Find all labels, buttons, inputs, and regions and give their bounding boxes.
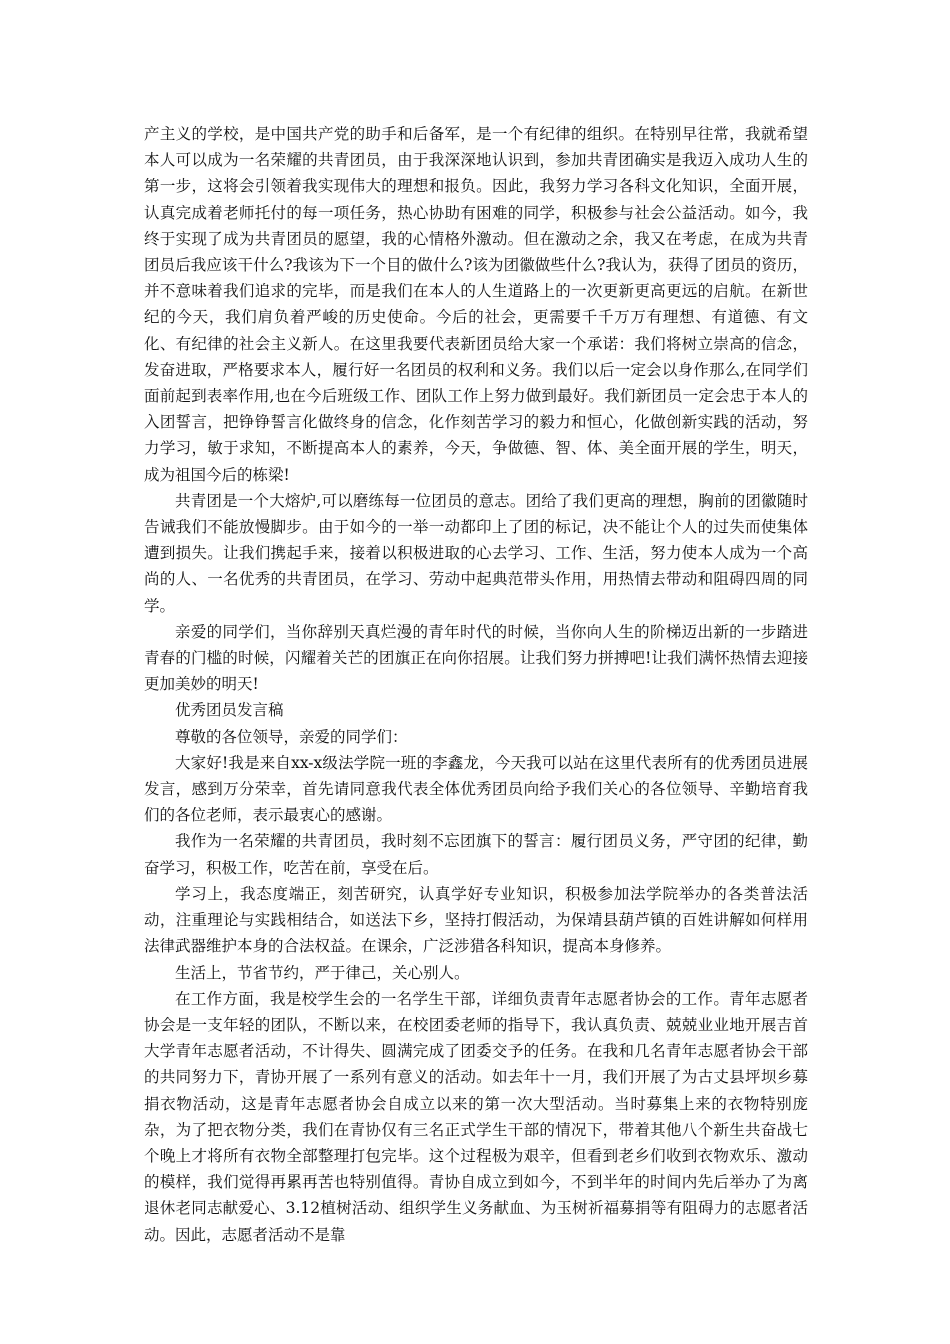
paragraph-oath: 我作为一名荣耀的共青团员，我时刻不忘团旗下的誓言：履行团员义务，严守团的纪律，勤奋学习，积极工作，吃苦在前，享受在后。 [144, 832, 808, 877]
paragraph-greeting: 大家好!我是来自xx-x级法学院一班的李鑫龙，今天我可以站在这里代表所有的优秀团员进展发言，感到万分荣幸，首先请同意我代表全体优秀团员向给予我们关心的各位领导、辛勤培育我们的各位老师，表示最衷心的感谢。 [144, 753, 808, 825]
paragraph-study: 学习上，我态度端正，刻苦研究，认真学好专业知识，积极参加法学院举办的各类普法活动，注重理论与实践相结合，如送法下乡，坚持打假活动，为保靖县葫芦镇的百姓讲解如何样用法律武器维护本身的合法权益。在课余，广泛涉猎各科知识，提高本身修养。 [144, 884, 808, 956]
document-page [144, 121, 808, 1248]
speech-salutation: 尊敬的各位领导，亲爱的同学们： [175, 727, 408, 746]
speech-title: 优秀团员发言稿 [175, 701, 284, 720]
paragraph-work: 在工作方面，我是校学生会的一名学生干部，详细负责青年志愿者协会的工作。青年志愿者协会是一支年轻的团队，不断以来，在校团委老师的指导下，我认真负责、兢兢业业地开展吉首大学青年志愿者活动，不计得失、圆满完成了团委交予的任务。在我和几名青年志愿者协会干部的共同努力下，青协开展了一系列有意义的活动。如去年十一月，我们开展了为古丈县坪坝乡募捐衣物活动，这是青年志愿者协会自成立以来的第一次大型活动。当时募集上来的衣物特别庞杂，为了把衣物分类，我们在青协仅有三名正式学生干部的情况下，带着其他八个新生共奋战七个晚上才将所有衣物全部整理打包完毕。这个过程极为艰辛，但看到老乡们收到衣物欢乐、激动的模样，我们觉得再累再苦也特别值得。青协自成立到如今，不到半年的时间内先后举办了为离退休老同志献爱心、3.12植树活动、组织学生义务献血、为玉树祈福募捐等有阻碍力的志愿者活动。因此，志愿者活动不是靠 [144, 989, 808, 1244]
paragraph-dear-classmates: 亲爱的同学们，当你辞别天真烂漫的青年时代的时候，当你向人生的阶梯迈出新的一步踏进青春的门槛的时候，闪耀着关芒的团旗正在向你招展。让我们努力拼搏吧!让我们满怀热情去迎接更加美妙的明天! [144, 622, 808, 694]
paragraph-continuation: 产主义的学校，是中国共产党的助手和后备军，是一个有纪律的组织。在特别早往常，我就希望本人可以成为一名荣耀的共青团员，由于我深深地认识到，参加共青团确实是我迈入成功人生的第一步，这将会引领着我实现伟大的理想和报负。因此，我努力学习各科文化知识，全面开展，认真完成着老师托付的每一项任务，热心协助有困难的同学，积极参与社会公益活动。如今，我终于实现了成为共青团员的愿望，我的心情格外激动。但在激动之余，我又在考虑，在成为共青团员后我应该干什么?我该为下一个目的做什么?该为团徽做些什么?我认为，获得了团员的资历，并不意味着我们追求的完毕，而是我们在本人的人生道路上的一次更新更高更远的启航。在新世纪的今天，我们肩负着严峻的历史使命。今后的社会，更需要千千万万有理想、有道德、有文化、有纪律的社会主义新人。在这里我要代表新团员给大家一个承诺：我们将树立崇高的信念，发奋进取，严格要求本人，履行好一名团员的权利和义务。我们以后一定会以身作那么,在同学们面前起到表率作用,也在今后班级工作、团队工作上努力做到最好。我们新团员一定会忠于本人的入团誓言，把铮铮誓言化做终身的信念，化作刻苦学习的毅力和恒心，化做创新实践的活动，努力学习，敏于求知，不断提高本人的素养，今天，争做德、智、体、美全面开展的学生，明天，成为祖国今后的栋梁! [144, 125, 808, 484]
paragraph-life: 生活上，节省节约，严于律己，关心别人。 [175, 963, 470, 982]
paragraph-youth-league-furnace: 共青团是一个大熔炉,可以磨练每一位团员的意志。团给了我们更高的理想，胸前的团徽随时告诫我们不能放慢脚步。由于如今的一举一动都印上了团的标记，决不能让个人的过失而使集体遭到损失。让我们携起手来，接着以积极进取的心去学习、工作、生活，努力使本人成为一个高尚的人、一名优秀的共青团员，在学习、劳动中起典范带头作用，用热情去带动和阻碍四周的同学。 [144, 491, 808, 615]
